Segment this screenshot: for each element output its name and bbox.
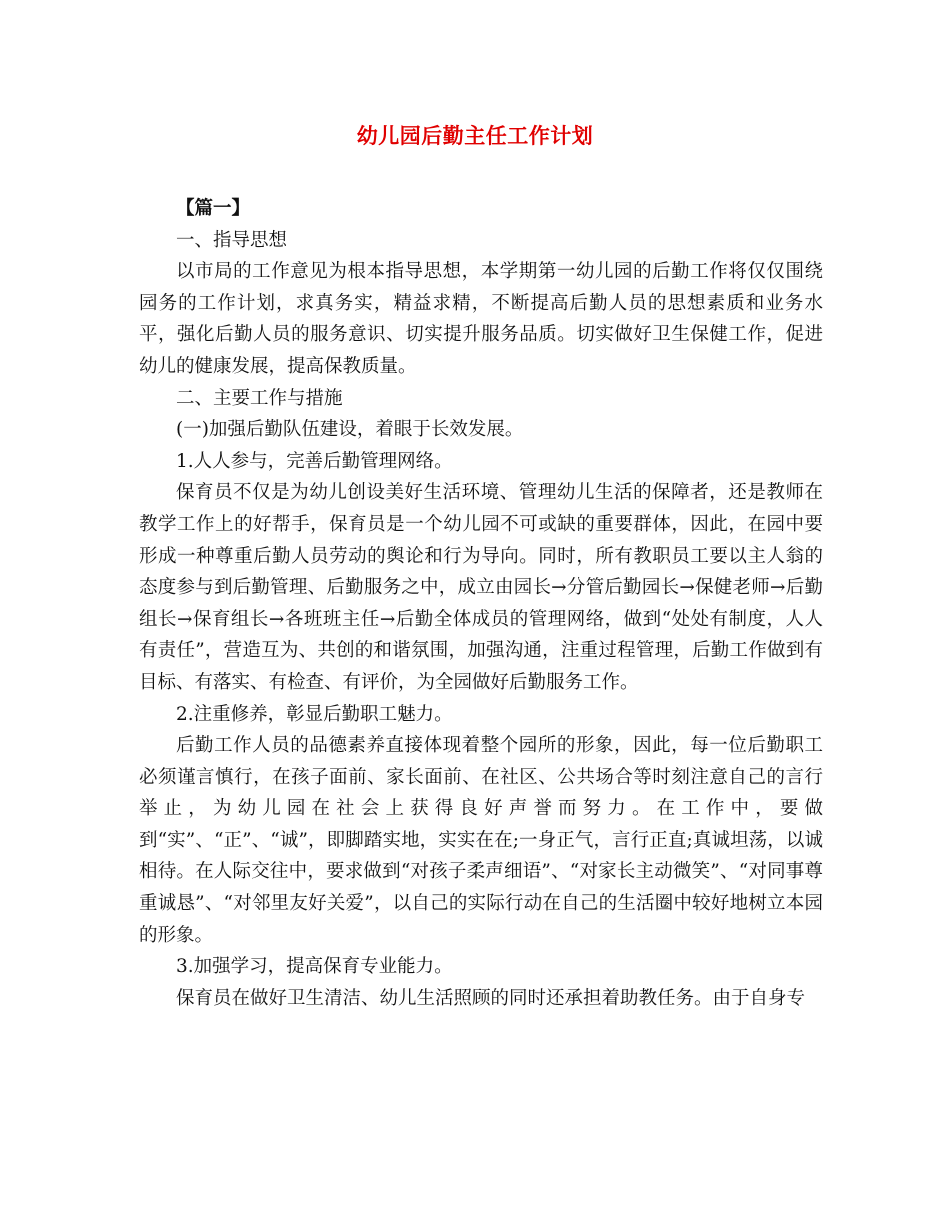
heading-guiding-ideology: 一、指导思想 (176, 229, 288, 251)
paragraph: 保育员不仅是为幼儿创设美好生活环境、管理幼儿生活的保障者，还是教师在教学工作上的好帮手，保育员是一个幼儿园不可或缺的重要群体，因此，在园中要形成一种尊重后勤人员劳动的舆论和行为导向。同时，所有教职员工要以主人翁的态度参与到后勤管理、后勤服务之中，成立由园长→分管后勤园长→保健老师→后勤组长→保育组长→各班班主任→后勤全体成员的管理网络，做到“处处有制度，人人有责任”，营造互为、共创的和谐氛围，加强沟通，注重过程管理，后勤工作做到有目标、有落实、有检查、有评价，为全园做好后勤服务工作。 (139, 482, 823, 693)
section-heading: 【篇一】 (176, 198, 251, 219)
subheading: 3.加强学习，提高保育专业能力。 (176, 956, 453, 978)
paragraph: 保育员在做好卫生清洁、幼儿生活照顾的同时还承担着助教任务。由于自身专 (176, 987, 806, 1009)
document-title: 幼儿园后勤主任工作计划 (356, 124, 594, 148)
document-body (139, 193, 823, 1014)
subheading: 1.人人参与，完善后勤管理网络。 (176, 450, 453, 472)
subheading: (一)加强后勤队伍建设，着眼于长效发展。 (176, 419, 524, 441)
heading-main-work: 二、主要工作与措施 (176, 387, 343, 409)
subheading: 2.注重修养，彰显后勤职工魅力。 (176, 703, 453, 725)
paragraph: 后勤工作人员的品德素养直接体现着整个园所的形象，因此，每一位后勤职工必须谨言慎行，在孩子面前、家长面前、在社区、公共场合等时刻注意自己的言行举止，为幼儿园在社会上获得良好声誉而努力。在工作中，要做到“实”、“正”、“诚”，即脚踏实地，实实在在;一身正气，言行正直;真诚坦荡，以诚相待。在人际交往中，要求做到“对孩子柔声细语”、“对家长主动微笑”、“对同事尊重诚恳”、“对邻里友好关爱”，以自己的实际行动在自己的生活圈中较好地树立本园的形象。 (139, 735, 823, 946)
paragraph: 以市局的工作意见为根本指导思想，本学期第一幼儿园的后勤工作将仅仅围绕园务的工作计划，求真务实，精益求精，不断提高后勤人员的思想素质和业务水平，强化后勤人员的服务意识、切实提升服务品质。切实做好卫生保健工作，促进幼儿的健康发展，提高保教质量。 (139, 261, 823, 377)
